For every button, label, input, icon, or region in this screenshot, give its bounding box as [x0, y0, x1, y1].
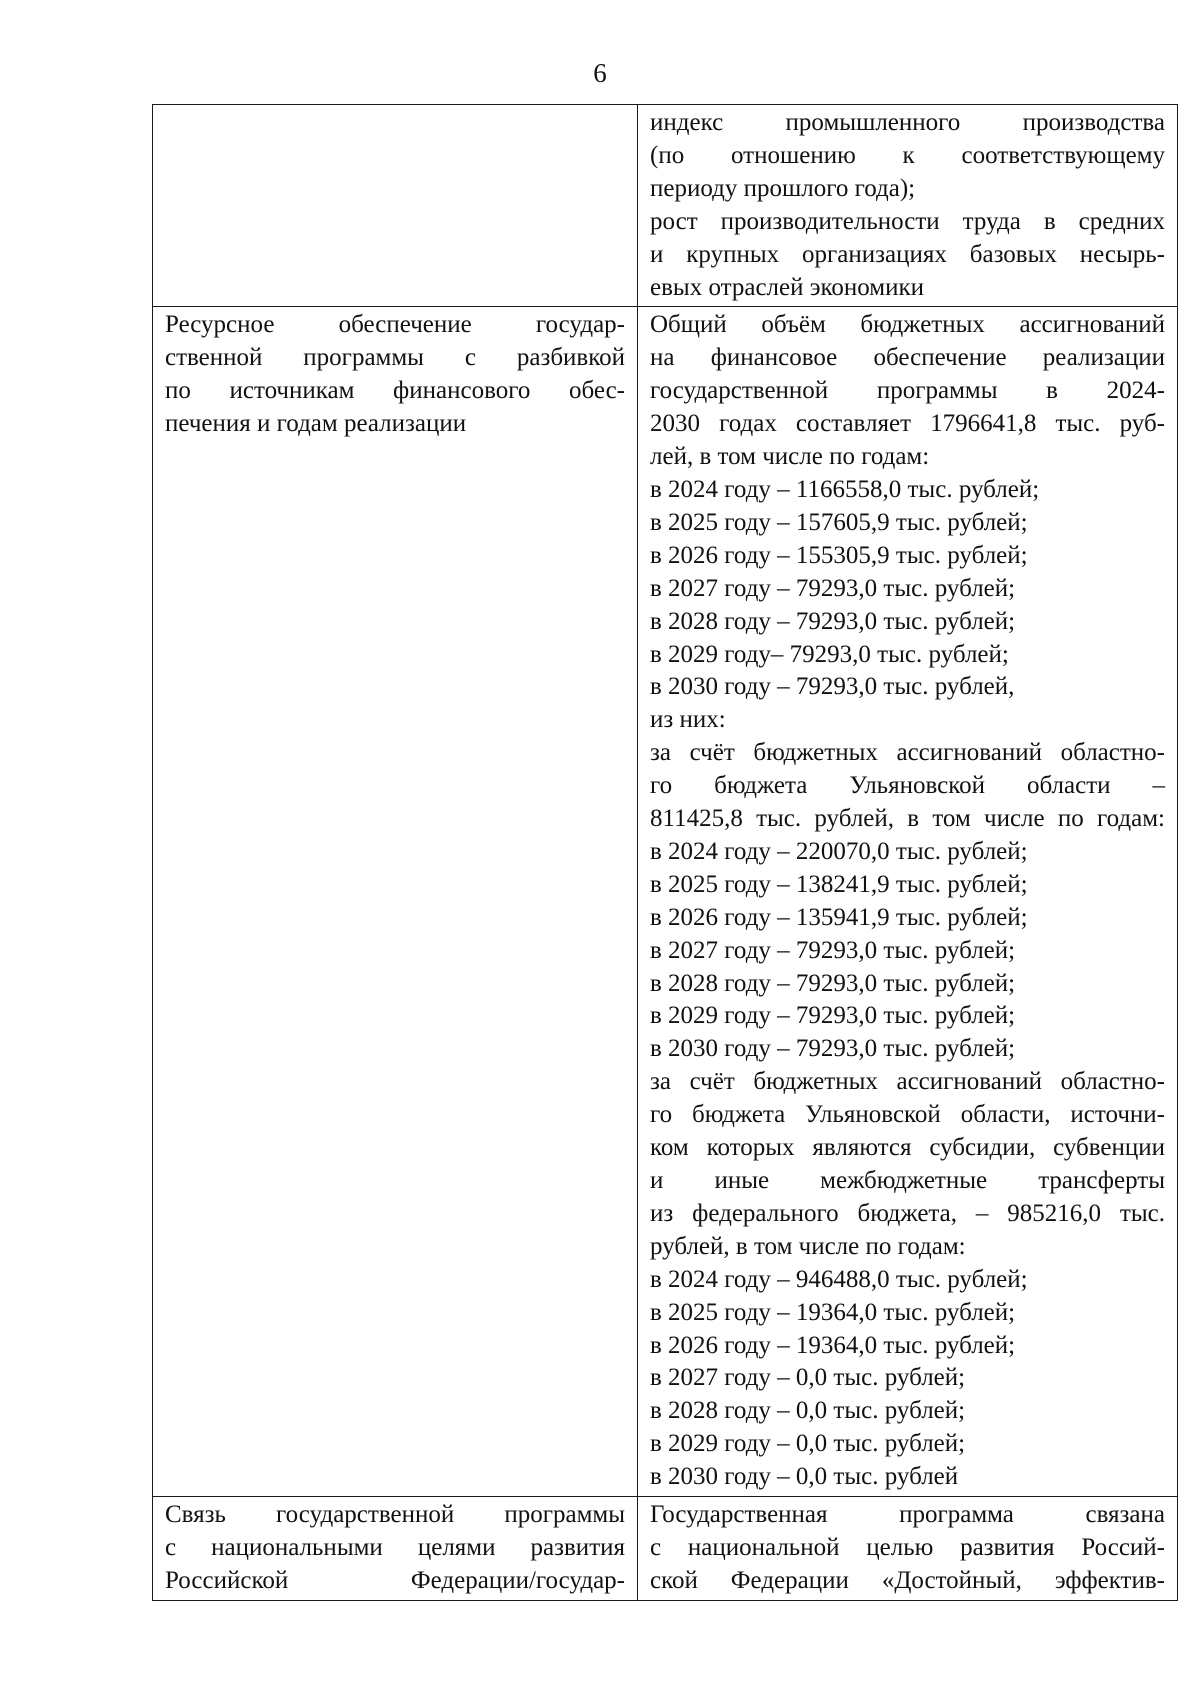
cell-resources-label — [153, 307, 638, 1497]
text-line: в 2029 году– 79293,0 тыс. рублей; — [650, 640, 1009, 668]
text-line: государственной программы в 2024- — [650, 377, 1165, 405]
text-line: с национальной целью развития Россий- — [650, 1533, 1165, 1561]
text-line: за счёт бюджетных ассигнований областно- — [650, 739, 1165, 767]
text-line: в 2024 году – 946488,0 тыс. рублей; — [650, 1265, 1028, 1293]
text-line: (по отношению к соответствующему — [650, 141, 1165, 169]
text-line: в 2026 году – 19364,0 тыс. рублей; — [650, 1331, 1016, 1359]
text-line: 811425,8 тыс. рублей, в том числе по годам: — [650, 805, 1165, 833]
table-row-resources — [153, 307, 1178, 1497]
text-line: Общий объём бюджетных ассигнований — [650, 311, 1165, 339]
text-line: в 2028 году – 79293,0 тыс. рублей; — [650, 607, 1016, 635]
text-line: из них: — [650, 706, 726, 734]
text-line: в 2029 году – 0,0 тыс. рублей; — [650, 1430, 966, 1458]
text-line: на финансовое обеспечение реализации — [650, 344, 1165, 372]
text-line: лей, в том числе по годам: — [650, 443, 930, 471]
text-line: в 2028 году – 79293,0 тыс. рублей; — [650, 969, 1016, 997]
text-line: в 2030 году – 79293,0 тыс. рублей; — [650, 1035, 1016, 1063]
text-line: Связь государственной программы — [165, 1501, 625, 1529]
text-line: по источникам финансового обес- — [165, 377, 625, 405]
cell-national-goals-label — [153, 1497, 638, 1601]
text-line: 2030 годах составляет 1796641,8 тыс. руб- — [650, 410, 1165, 438]
text-line: в 2029 году – 79293,0 тыс. рублей; — [650, 1002, 1016, 1030]
text-line: индекс промышленного производства — [650, 109, 1165, 136]
text-line: Ресурсное обеспечение государ- — [165, 311, 625, 339]
text-line: Российской Федерации/государ- — [165, 1566, 625, 1594]
text-line: ком которых являются субсидии, субвенции — [650, 1134, 1165, 1162]
table-row-national-goals — [153, 1497, 1178, 1601]
text-line: в 2028 году – 0,0 тыс. рублей; — [650, 1397, 966, 1425]
text-line: в 2025 году – 138241,9 тыс. рублей; — [650, 870, 1028, 898]
text-line: с национальными целями развития — [165, 1533, 625, 1561]
text-line: печения и годам реализации — [165, 410, 467, 438]
text-line: евых отраслей экономики — [650, 273, 924, 301]
text-line: рублей, в том числе по годам: — [650, 1232, 966, 1260]
text-line: го бюджета Ульяновской области – — [650, 772, 1165, 800]
cell-indicators-label — [153, 105, 638, 307]
cell-national-goals-text — [638, 1497, 1178, 1601]
text-line: в 2024 году – 220070,0 тыс. рублей; — [650, 837, 1028, 865]
text-line: в 2027 году – 79293,0 тыс. рублей; — [650, 574, 1016, 602]
text-line: ственной программы с разбивкой — [165, 344, 625, 372]
text-line: периоду прошлого года); — [650, 174, 916, 202]
text-line: го бюджета Ульяновской области, источни- — [650, 1101, 1165, 1129]
text-line: за счёт бюджетных ассигнований областно- — [650, 1068, 1165, 1096]
text-line: ской Федерации «Достойный, эффектив- — [650, 1566, 1165, 1594]
table-row-indicators — [153, 105, 1178, 307]
cell-indicators-text — [638, 105, 1178, 307]
text-line: в 2026 году – 135941,9 тыс. рублей; — [650, 903, 1028, 931]
text-line: в 2024 году – 1166558,0 тыс. рублей; — [650, 475, 1040, 503]
text-line: рост производительности труда в средних — [650, 207, 1165, 235]
text-line: в 2025 году – 157605,9 тыс. рублей; — [650, 508, 1028, 536]
page-number: 6 — [593, 58, 607, 88]
text-line: в 2027 году – 79293,0 тыс. рублей; — [650, 936, 1016, 964]
text-line: в 2027 году – 0,0 тыс. рублей; — [650, 1364, 966, 1392]
text-line: в 2030 году – 0,0 тыс. рублей — [650, 1463, 959, 1491]
text-line: в 2026 году – 155305,9 тыс. рублей; — [650, 541, 1028, 569]
text-line: в 2025 году – 19364,0 тыс. рублей; — [650, 1298, 1016, 1326]
text-line: из федерального бюджета, – 985216,0 тыс. — [650, 1199, 1165, 1227]
text-line: и крупных организациях базовых несырь- — [650, 240, 1165, 268]
cell-resources-text — [638, 307, 1178, 1497]
text-line: и иные межбюджетные трансферты — [650, 1167, 1165, 1194]
text-line: в 2030 году – 79293,0 тыс. рублей, — [650, 673, 1015, 701]
passport-table — [152, 104, 1178, 1601]
text-line: Государственная программа связана — [650, 1501, 1165, 1529]
